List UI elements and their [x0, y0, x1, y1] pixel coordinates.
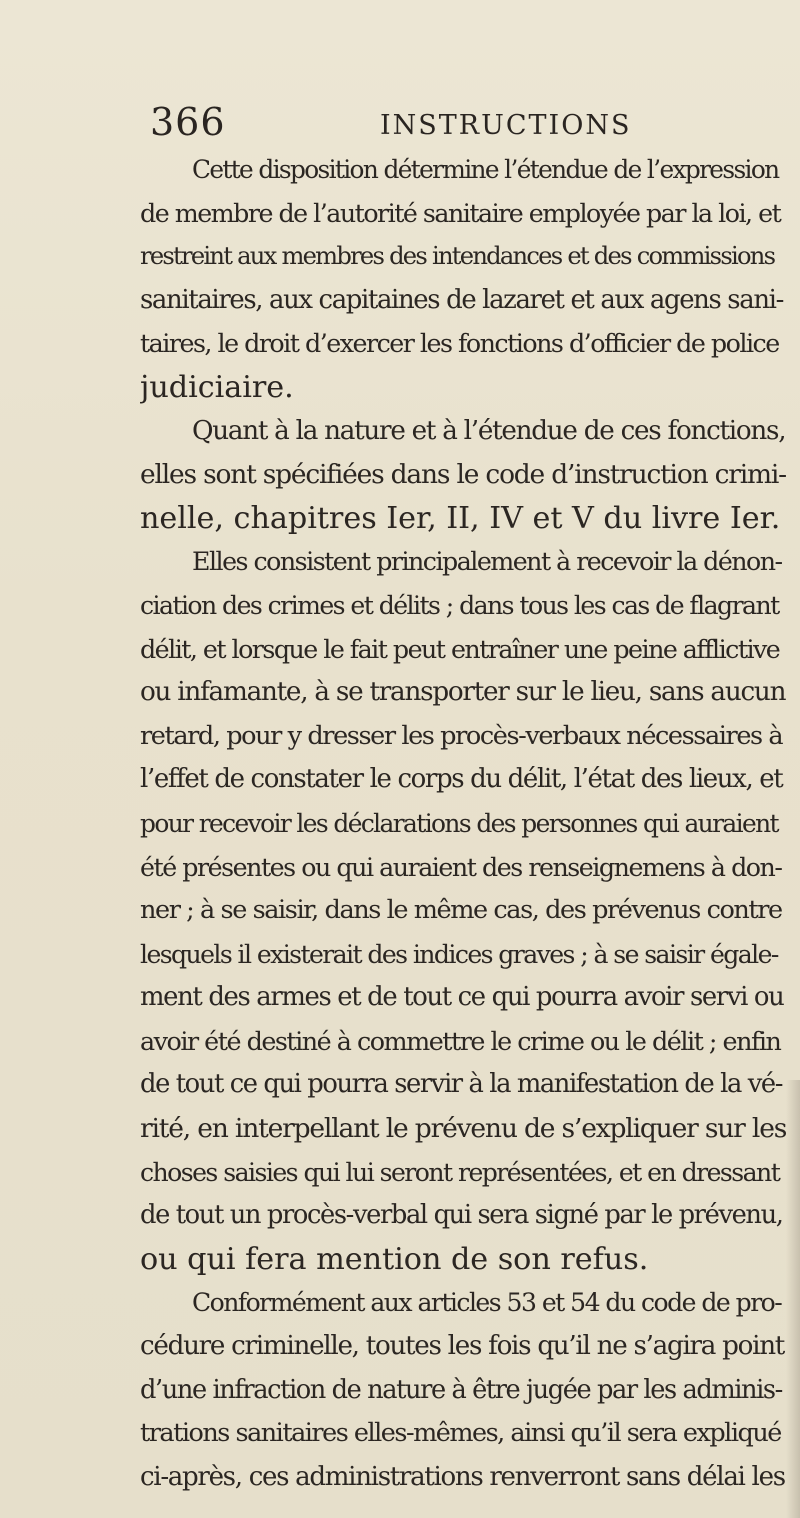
running-title: INSTRUCTIONS	[380, 110, 632, 141]
text-line: d’une infraction de nature à être jugée par les adminis-	[140, 1374, 782, 1405]
text-line: Cette disposition détermine l’étendue de l’expression	[192, 155, 779, 184]
running-head	[150, 100, 800, 150]
text-line: choses saisies qui lui seront représentées, et en dressant	[140, 1157, 780, 1187]
text-line: rité, en interpellant le prévenu de s’expliquer sur les	[140, 1113, 787, 1145]
text-line: retard, pour y dresser les procès-verbaux nécessaires à	[140, 720, 783, 751]
body-text	[140, 148, 800, 1499]
text-line: Elles consistent principalement à recevoir la dénon-	[192, 547, 782, 577]
text-line: de tout un procès-verbal qui sera signé par le prévenu,	[140, 1200, 783, 1231]
page-number: 366	[150, 100, 226, 144]
text-line: pour recevoir les déclarations des personnes qui auraient	[140, 808, 778, 838]
text-line: sanitaires, aux capitaines de lazaret et aux agens sani-	[140, 284, 783, 315]
text-line: ciation des crimes et délits ; dans tous les cas de flagrant	[140, 590, 779, 620]
text-line: restreint aux membres des intendances et des commissions	[140, 242, 775, 271]
text-line: lesquels il existerait des indices graves ; à se saisir égale-	[140, 939, 778, 969]
text-line: de membre de l’autorité sanitaire employée par la loi, et	[140, 197, 781, 228]
text-line: avoir été destiné à commettre le crime ou le délit ; enfin	[140, 1025, 781, 1056]
text-line: ou infamante, à se transporter sur le lieu, sans aucun	[140, 677, 786, 708]
text-line: ci-après, ces administrations renverront sans délai les	[140, 1461, 785, 1492]
text-line: ou qui fera mention de son refus.	[140, 1241, 649, 1277]
text-line: ner ; à se saisir, dans le même cas, des prévenus contre	[140, 895, 782, 926]
text-line: cédure criminelle, toutes les fois qu’il ne s’agira point	[140, 1331, 785, 1362]
text-line: ment des armes et de tout ce qui pourra avoir servi ou	[140, 982, 784, 1013]
text-line: de tout ce qui pourra servir à la manifestation de la vé-	[140, 1069, 783, 1100]
text-line: Quant à la nature et à l’étendue de ces fonctions,	[192, 415, 786, 446]
text-line: elles sont spécifiées dans le code d’instruction crimi-	[140, 459, 786, 491]
text-line: taires, le droit d’exercer les fonctions d’officier de police	[140, 328, 779, 359]
text-line: l’effet de constater le corps du délit, l’état des lieux, et	[140, 764, 783, 795]
text-line: trations sanitaires elles-mêmes, ainsi qu’il sera expliqué	[140, 1418, 781, 1449]
text-line: été présentes ou qui auraient des renseignemens à don-	[140, 851, 782, 882]
text-line: nelle, chapitres Ier, II, IV et V du livre Ier.	[140, 500, 781, 536]
page-edge-shadow	[786, 1080, 800, 1518]
text-line: judiciaire.	[140, 369, 294, 405]
text-line: délit, et lorsque le fait peut entraîner une peine afflictive	[140, 633, 780, 664]
text-line: Conformément aux articles 53 et 54 du code de pro-	[192, 1288, 782, 1318]
